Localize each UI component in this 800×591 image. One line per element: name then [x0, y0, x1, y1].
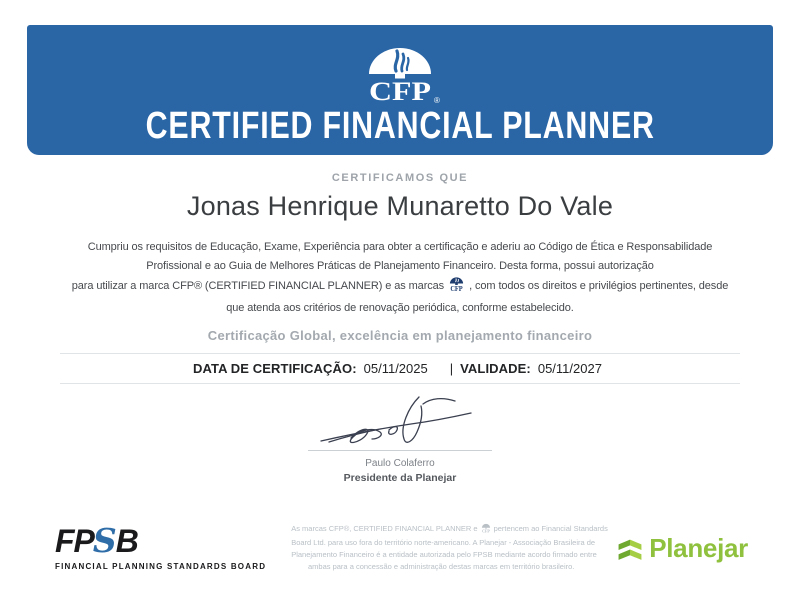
legal-line-1-before: As marcas CFP®, CERTIFIED FINANCIAL PLANNER e [291, 524, 478, 533]
body-line-2: Profissional e ao Guia de Melhores Práticas de Planejamento Financeiro. Desta forma, possui autorização [146, 260, 654, 272]
signatory-title: Presidente da Planejar [343, 472, 457, 484]
planejar-wordmark: Planejar [649, 532, 748, 563]
planejar-books-icon [616, 535, 644, 562]
svg-text:CFP: CFP [369, 77, 432, 106]
body-line-3 [0, 276, 800, 299]
signature-block [0, 394, 800, 484]
signature-line [308, 450, 492, 451]
legal-line-1-after: pertencem ao Financial Standards [493, 524, 608, 533]
fpsb-letters-b: B [115, 522, 138, 559]
certificate-page [0, 25, 800, 591]
recipient-name: Jonas Henrique Munaretto Do Vale [186, 191, 614, 221]
date-box [60, 353, 740, 384]
signatory-name: Paulo Colaferro [365, 458, 435, 469]
body-line-3-before: para utilizar a marca CFP® (CERTIFIED FINANCIAL PLANNER) e as marcas [71, 280, 445, 292]
certificate-body [0, 238, 800, 318]
fpsb-logo [55, 520, 267, 571]
body-line-4: que atenda aos critérios de renovação periódica, conforme estabelecido. [226, 302, 574, 314]
fpsb-flame-icon: S [92, 520, 117, 560]
certification-date-value: 05/11/2025 [363, 361, 428, 376]
certify-label: CERTIFICAMOS QUE [331, 172, 469, 184]
header-banner [27, 25, 773, 155]
svg-text:®: ® [434, 96, 440, 105]
body-line-3-after: , com todos os direitos e privilégios pertinentes, desde [469, 280, 729, 292]
legal-line-4: ambas para a concessão e administração destas marcas em território brasileiro. [308, 562, 575, 571]
validity-date-value: 05/11/2027 [537, 361, 602, 376]
legal-line-3: Planejamento Financeiro é a entidade autorizada pelo FPSB mediante acordo firmado entre [291, 550, 597, 559]
svg-text:CFP: CFP [450, 285, 464, 292]
legal-line-1 [291, 523, 608, 537]
svg-text:CFP: CFP [481, 528, 490, 533]
validity-date-label: VALIDADE: [460, 361, 531, 376]
fpsb-wordmark [55, 520, 266, 560]
tagline: Certificação Global, excelência em planejamento financeiro [207, 328, 593, 343]
cfp-dome-icon [352, 46, 448, 106]
certificate-title: CERTIFIED FINANCIAL PLANNER [145, 105, 655, 147]
signature-image [315, 394, 485, 448]
legal-line-2: Board Ltd. para uso fora do território norte-americano. A Planejar - Associação Brasileira de [291, 538, 596, 547]
body-line-1: Cumpriu os requisitos de Educação, Exame, Experiência para obter a certificação e aderiu ao Código de Ética e Responsabilidade [87, 241, 713, 253]
certification-date-label: DATA DE CERTIFICAÇÃO: [193, 361, 357, 376]
date-separator: | [449, 361, 454, 376]
cfp-mark-icon [480, 523, 492, 537]
fpsb-caption: FINANCIAL PLANNING STANDARDS BOARD [55, 561, 267, 571]
fpsb-letters-fp: FP [55, 522, 94, 559]
planejar-logo [616, 533, 748, 564]
cfp-mark-icon [447, 276, 466, 299]
